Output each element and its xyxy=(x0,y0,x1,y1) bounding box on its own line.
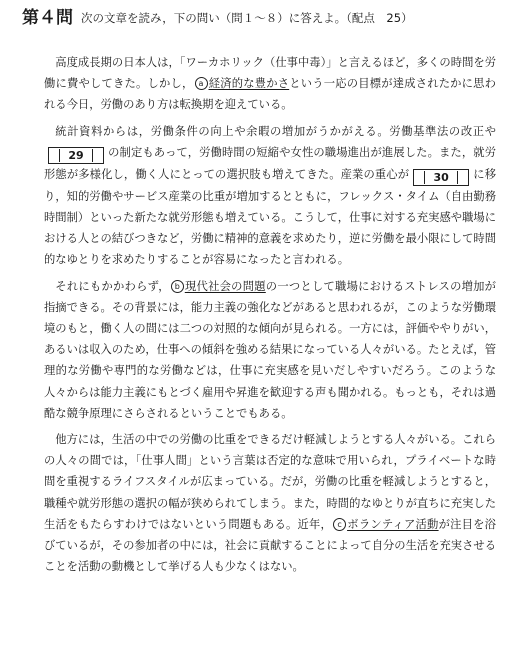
underlined-phrase-a: 経済的な豊かさ xyxy=(208,77,290,91)
paragraph-2-text-a: 統計資料からは，労働条件の向上や余暇の増加がうかがえる。労働基準法の改正や xyxy=(55,124,496,138)
answer-box-30-label: 30 xyxy=(424,171,458,184)
question-number: 第４問 xyxy=(22,8,73,28)
paragraph-1-text-a: 高度成長期の日本人は，「ワーカホリック（仕事中毒）」と言えるほど，多くの時間を労働に費やしてきた。しかし， xyxy=(44,56,496,91)
paragraph-4-text-a: 他方には，生活の中での労働の比重をできるだけ軽減しようとする人々がいる。これらの人々の間では，「仕事人間」という言葉は否定的な意味で用いられ，プライベートな時間を重視するライフスタイルが広まっている。だが，労働の比重を軽減しようとすると，職種や就労形態の選択の幅が狭められてしまう。また，時間的なゆとりが直ちに充実した生活をもたらすわけではないという問題もある。近年， xyxy=(44,433,496,531)
marker-c: c xyxy=(333,518,346,531)
passage xyxy=(44,52,496,582)
underlined-phrase-c: ボランティア活動 xyxy=(347,517,439,531)
paragraph-4 xyxy=(44,429,496,577)
paragraph-3 xyxy=(44,276,496,424)
answer-box-29-label: 29 xyxy=(59,149,93,162)
paragraph-2 xyxy=(44,121,496,271)
paragraph-2-text-b: の制定もあって，労働時間の短縮や女性の職場進出が進展した。また，就労形態が多様化し，働く人にとっての選択肢も増えてきた。産業の重心が xyxy=(44,145,496,181)
marker-a: a xyxy=(195,77,208,90)
paragraph-1 xyxy=(44,52,496,116)
answer-box-30[interactable] xyxy=(413,169,469,186)
question-instruction: 次の文章を読み，下の問い（問１～８）に答えよ。（配点 25） xyxy=(81,11,413,25)
paragraph-2-text-c: に移り，知的労働やサービス産業の比重が増加するとともに，フレックス・タイム（自由勤務時間制）といった新たな就労形態も増えている。こうして，仕事に対する充実感や職場における人との結びつきなど，労働に精神的意義を求めたり，逆に労働を最小限にして時間的なゆとりを求めたりすることが容易になったと言われる。 xyxy=(44,167,496,267)
paragraph-4-text-b: が注目を浴びているが，その参加者の中には，社会に貢献することによって自分の生活を充実させることを活動の動機として挙げる人も少なくはない。 xyxy=(44,517,496,574)
underlined-phrase-b: 現代社会の問題 xyxy=(184,279,266,293)
paragraph-3-text-a: それにもかかわらず， xyxy=(55,279,170,293)
paragraph-1-text-b: という一応の目標が達成されたかに思われる今日，労働のあり方は転換期を迎えている。 xyxy=(44,77,496,112)
marker-b: b xyxy=(171,280,184,293)
question-header xyxy=(22,8,510,28)
paragraph-3-text-b: の一つとして職場におけるストレスの増加が指摘できる。その背景には，能力主義の強化などがあると思われるが，このような労働環境のもと，働く人の間には二つの対照的な傾向が見られる。一方には，評価ややりがい，あるいは収入のため，仕事への傾斜を強める結果になっている人々がいる。たとえば，管理的な労働や専門的な労働などは，仕事に充実感を見いだしやすいだろう。このような人々からは能力主義にもとづく雇用や昇進を歓迎する声も聞かれる。もっとも，それは過酷な競争原理にさらされるということでもある。 xyxy=(44,279,496,420)
answer-box-29[interactable] xyxy=(48,147,104,164)
